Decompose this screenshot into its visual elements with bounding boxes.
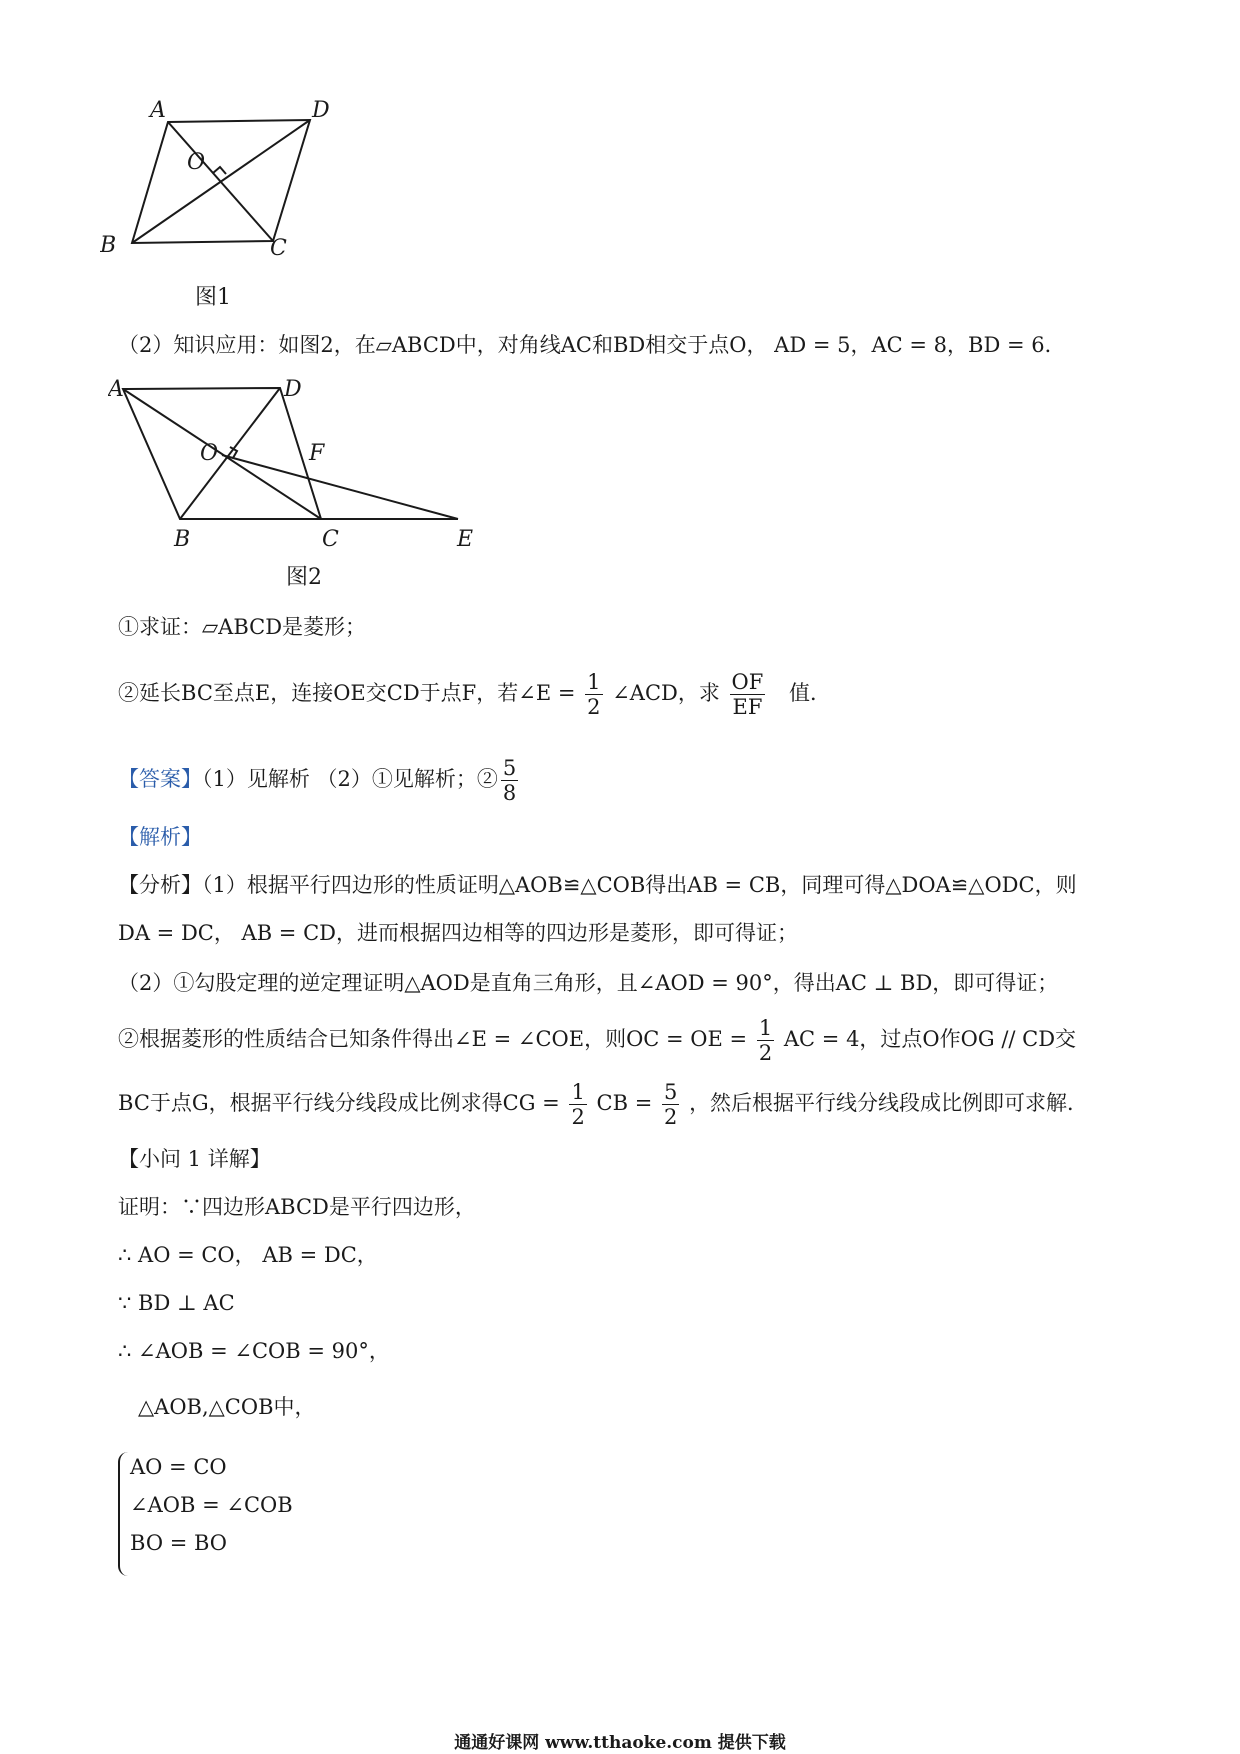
fenxi-5-mid: CB = bbox=[596, 1091, 653, 1115]
fenxi-tag: 【分析】 bbox=[118, 873, 202, 897]
question-1: ①求证：▱ABCD是菱形； bbox=[118, 615, 367, 639]
frac-num: 5 bbox=[664, 1080, 678, 1104]
frac-den: 8 bbox=[502, 781, 517, 805]
frac-num: 1 bbox=[571, 1080, 585, 1104]
question-2 bbox=[118, 670, 831, 719]
fenxi-5-fraction-1 bbox=[569, 1080, 586, 1129]
fig2-label-c: C bbox=[322, 527, 339, 552]
fig2-segment-oe bbox=[222, 455, 458, 519]
detail-line-5: △AOB,△COB中， bbox=[138, 1395, 316, 1419]
detail-line-4: ∴ ∠AOB = ∠COB = 90°， bbox=[118, 1339, 390, 1363]
analysis-line-4 bbox=[118, 1016, 1076, 1065]
answer-line bbox=[118, 756, 521, 805]
frac-num: 1 bbox=[587, 670, 601, 694]
figure-2-caption: 图2 bbox=[286, 565, 322, 590]
fenxi-4-pre: ②根据菱形的性质结合已知条件得出∠E = ∠COE，则OC = OE = bbox=[118, 1027, 748, 1051]
figure-1-diagram bbox=[100, 95, 360, 270]
fig2-label-a: A bbox=[108, 377, 124, 402]
system-line-1: AO = CO bbox=[130, 1455, 227, 1479]
frac-den: EF bbox=[732, 695, 763, 719]
frac-num: OF bbox=[731, 670, 764, 694]
answer-fraction bbox=[501, 756, 518, 805]
detail-line-2: ∴ AO = CO， AB = DC， bbox=[118, 1243, 378, 1267]
frac-num: 1 bbox=[758, 1016, 773, 1040]
analysis-line-1 bbox=[118, 870, 1077, 900]
frac-num: 5 bbox=[502, 756, 517, 780]
frac-den: 2 bbox=[664, 1105, 678, 1129]
detail-line-1: 证明：∵四边形ABCD是平行四边形， bbox=[118, 1195, 476, 1219]
fig1-right-angle-mark bbox=[213, 167, 226, 174]
fenxi-5-pre: BC于点G，根据平行线分线段成比例求得CG = bbox=[118, 1091, 560, 1115]
answer-tag: 【答案】 bbox=[118, 767, 202, 791]
fenxi-5-post: ，然后根据平行线分线段成比例即可求解． bbox=[689, 1091, 1089, 1115]
fig2-diagonal-ac bbox=[123, 389, 321, 519]
q2-fraction-half bbox=[585, 670, 602, 719]
fenxi-4-fraction bbox=[757, 1016, 774, 1065]
system-line-2: ∠AOB = ∠COB bbox=[130, 1493, 293, 1517]
fig1-label-o: O bbox=[187, 150, 206, 175]
detail-tag: 【小问 1 详解】 bbox=[118, 1147, 271, 1171]
analysis-tag: 【解析】 bbox=[118, 825, 202, 849]
analysis-line-5 bbox=[118, 1080, 1088, 1129]
fig1-label-a: A bbox=[150, 98, 166, 123]
part2-intro: （2）知识应用：如图2，在▱ABCD中，对角线AC和BD相交于点O， AD = 5，AC = 8，BD = 6． bbox=[118, 333, 1066, 357]
q2-text-pre: ②延长BC至点E，连接OE交CD于点F，若∠E = bbox=[118, 681, 576, 705]
fenxi-text-1: （1）根据平行四边形的性质证明△AOB≌△COB得出AB = CB，同理可得△DOA≌△ODC，则 bbox=[202, 873, 1077, 897]
fig1-diagonal-bd bbox=[132, 120, 310, 243]
page-footer: 通通好课网 www.tthaoke.com 提供下载 bbox=[454, 1733, 786, 1753]
fig2-label-f: F bbox=[309, 441, 325, 466]
q2-text-post: 值． bbox=[789, 681, 832, 705]
fig1-label-c: C bbox=[270, 236, 287, 261]
fenxi-5-fraction-2 bbox=[662, 1080, 679, 1129]
fig2-label-o: O bbox=[200, 441, 219, 466]
figure-1-caption: 图1 bbox=[195, 285, 231, 310]
analysis-line-2: DA = DC， AB = CD，进而根据四边相等的四边形是菱形，即可得证； bbox=[118, 921, 798, 945]
fig2-label-e: E bbox=[457, 527, 474, 552]
detail-line-3: ∵ BD ⊥ AC bbox=[118, 1291, 235, 1315]
analysis-line-3: （2）①勾股定理的逆定理证明△AOD是直角三角形，且∠AOD = 90°，得出AC ⊥ BD，即可得证； bbox=[118, 971, 1059, 995]
fenxi-4-post: AC = 4，过点O作OG // CD交 bbox=[783, 1027, 1077, 1051]
frac-den: 2 bbox=[587, 695, 601, 719]
figure-2-diagram bbox=[108, 372, 488, 552]
q2-fraction-of-ef bbox=[730, 670, 766, 719]
frac-den: 2 bbox=[571, 1105, 585, 1129]
frac-den: 2 bbox=[758, 1041, 773, 1065]
q2-text-mid: ∠ACD，求 bbox=[612, 681, 720, 705]
fig2-label-b: B bbox=[174, 527, 191, 552]
fig1-label-d: D bbox=[312, 98, 330, 123]
system-line-3: BO = BO bbox=[130, 1531, 228, 1555]
fig2-label-d: D bbox=[284, 377, 302, 402]
fig1-label-b: B bbox=[100, 233, 117, 258]
fig2-diagonal-bd bbox=[180, 388, 280, 519]
answer-text: （1）见解析 （2）①见解析；② bbox=[202, 767, 498, 791]
